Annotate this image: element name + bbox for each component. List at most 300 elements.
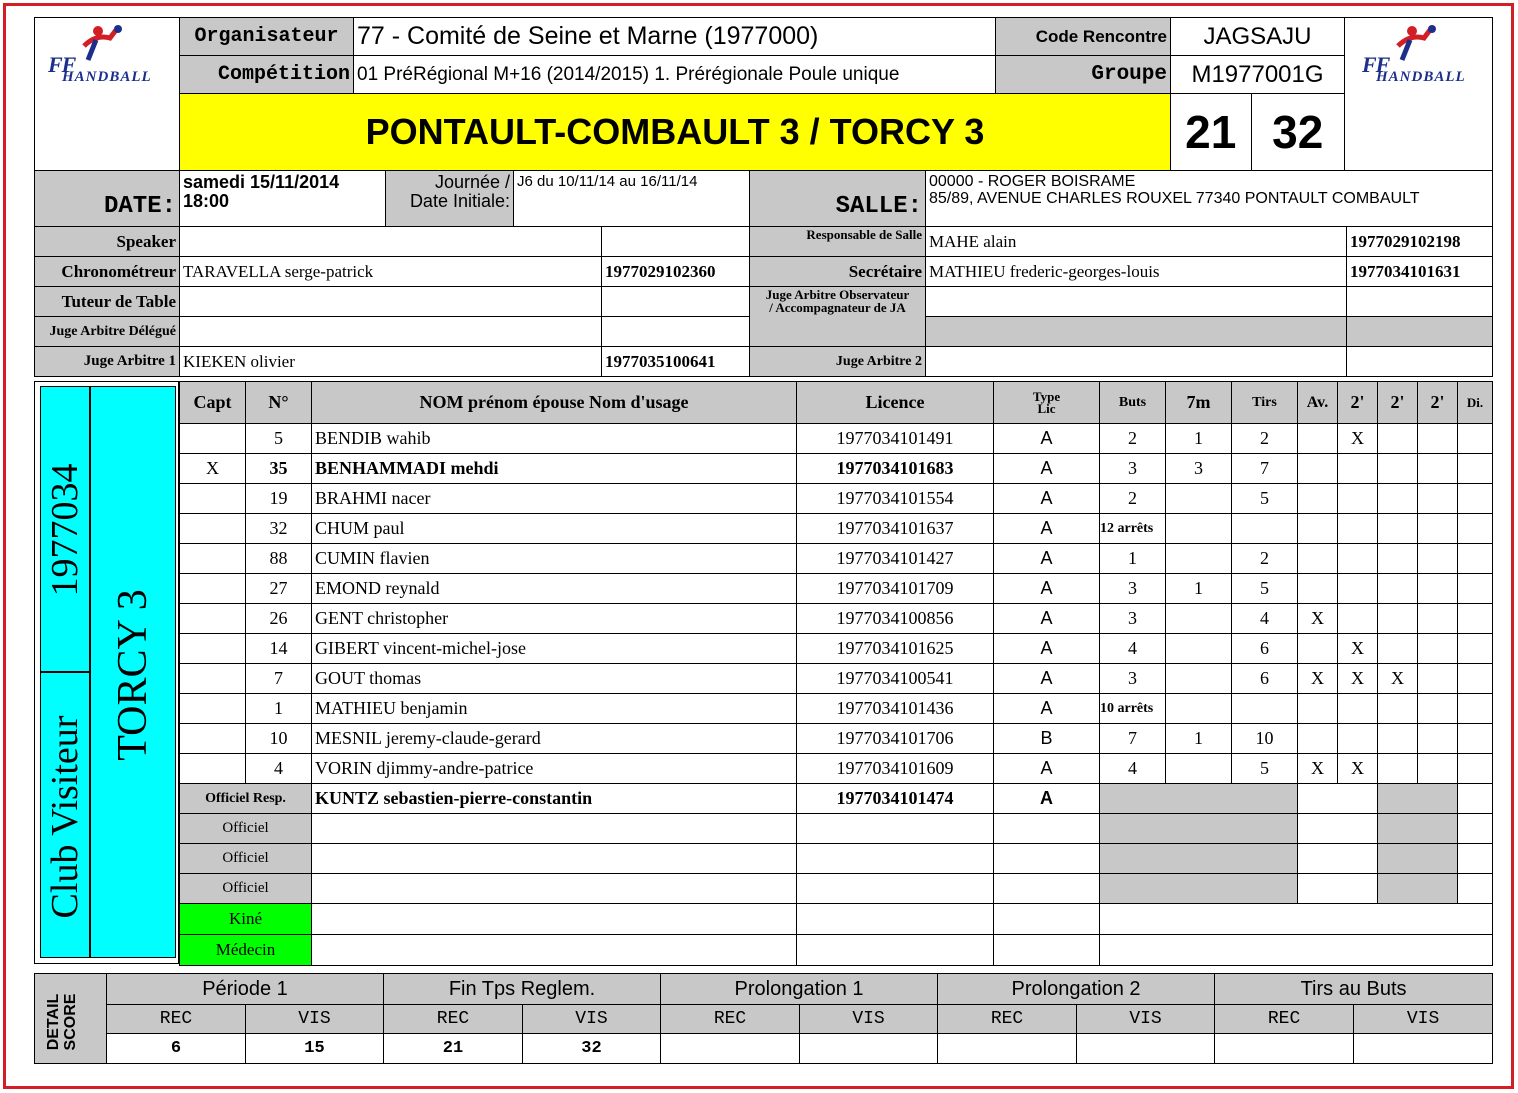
player-nom: BENHAMMADI mehdi bbox=[312, 454, 797, 484]
chrono-id: 1977029102360 bbox=[602, 257, 750, 287]
player-no: 4 bbox=[246, 754, 312, 784]
delegue-label: Juge Arbitre Délégué bbox=[35, 317, 180, 347]
player-nom: BENDIB wahib bbox=[312, 424, 797, 454]
player-no: 27 bbox=[246, 574, 312, 604]
player-type: A bbox=[994, 574, 1100, 604]
player-buts: 3 bbox=[1100, 604, 1166, 634]
player-no: 19 bbox=[246, 484, 312, 514]
medecin-name bbox=[312, 935, 797, 966]
observateur-extra bbox=[926, 317, 1347, 347]
col-capt: Capt bbox=[180, 382, 246, 424]
player-capt bbox=[180, 664, 246, 694]
player-capt bbox=[180, 424, 246, 454]
date-time: 18:00 bbox=[183, 191, 230, 211]
player-type: A bbox=[994, 634, 1100, 664]
period-vis-label: VIS bbox=[1077, 1005, 1215, 1034]
player-type: A bbox=[994, 514, 1100, 544]
player-tirs: 10 bbox=[1232, 724, 1298, 754]
period-vis-score bbox=[800, 1034, 938, 1064]
player-two1 bbox=[1338, 574, 1378, 604]
player-capt bbox=[180, 544, 246, 574]
info-table bbox=[34, 170, 1493, 227]
header-table bbox=[34, 17, 1493, 171]
player-nom: BRAHMI nacer bbox=[312, 484, 797, 514]
player-two3 bbox=[1418, 514, 1458, 544]
player-two1 bbox=[1338, 694, 1378, 724]
player-row bbox=[180, 454, 1493, 484]
player-av: X bbox=[1298, 604, 1338, 634]
player-licence: 1977034101709 bbox=[797, 574, 994, 604]
period-name: Fin Tps Reglem. bbox=[384, 974, 661, 1005]
team-officials-body bbox=[180, 784, 1493, 904]
delegue-name bbox=[180, 317, 602, 347]
period-rec-score: 21 bbox=[384, 1034, 523, 1064]
player-no: 1 bbox=[246, 694, 312, 724]
player-row bbox=[180, 664, 1493, 694]
player-two2 bbox=[1378, 604, 1418, 634]
date-label: DATE: bbox=[35, 171, 180, 227]
player-seven: 3 bbox=[1166, 454, 1232, 484]
player-no: 35 bbox=[246, 454, 312, 484]
official-type bbox=[994, 844, 1100, 874]
official-av-blank bbox=[1298, 874, 1378, 904]
player-di bbox=[1458, 424, 1493, 454]
player-type: A bbox=[994, 484, 1100, 514]
player-row bbox=[180, 724, 1493, 754]
player-buts: 3 bbox=[1100, 454, 1166, 484]
official-2min-blank bbox=[1378, 844, 1458, 874]
player-di bbox=[1458, 754, 1493, 784]
period-rec-score bbox=[938, 1034, 1077, 1064]
players-body bbox=[180, 424, 1493, 784]
player-nom: MATHIEU benjamin bbox=[312, 694, 797, 724]
player-type: A bbox=[994, 694, 1100, 724]
player-row bbox=[180, 634, 1493, 664]
player-nom: CUMIN flavien bbox=[312, 544, 797, 574]
player-di bbox=[1458, 574, 1493, 604]
player-type: A bbox=[994, 544, 1100, 574]
secretaire-id: 1977034101631 bbox=[1347, 257, 1493, 287]
player-two2 bbox=[1378, 424, 1418, 454]
official-type bbox=[994, 814, 1100, 844]
player-buts: 2 bbox=[1100, 484, 1166, 514]
period-rec-score: 6 bbox=[107, 1034, 246, 1064]
period-rec-label: REC bbox=[1215, 1005, 1354, 1034]
player-two3 bbox=[1418, 424, 1458, 454]
player-no: 14 bbox=[246, 634, 312, 664]
period-rec-label: REC bbox=[661, 1005, 800, 1034]
team-name: TORCY 3 bbox=[110, 589, 156, 761]
official-2min-blank bbox=[1378, 874, 1458, 904]
player-tirs bbox=[1232, 694, 1298, 724]
player-licence: 1977034101625 bbox=[797, 634, 994, 664]
period-vis-score: 32 bbox=[523, 1034, 661, 1064]
player-type: A bbox=[994, 604, 1100, 634]
period-vis-label: VIS bbox=[523, 1005, 661, 1034]
player-two1: X bbox=[1338, 754, 1378, 784]
player-nom: EMOND reynald bbox=[312, 574, 797, 604]
player-licence: 1977034101609 bbox=[797, 754, 994, 784]
player-buts: 4 bbox=[1100, 754, 1166, 784]
player-seven bbox=[1166, 694, 1232, 724]
player-seven bbox=[1166, 514, 1232, 544]
player-buts: 3 bbox=[1100, 574, 1166, 604]
player-av: X bbox=[1298, 754, 1338, 784]
player-seven: 1 bbox=[1166, 574, 1232, 604]
club-visiteur-label: Club Visiteur bbox=[44, 715, 86, 919]
salle-name: 00000 - ROGER BOISRAME bbox=[929, 173, 1136, 190]
player-tirs: 6 bbox=[1232, 664, 1298, 694]
salle-address: 85/89, AVENUE CHARLES ROUXEL 77340 PONTAULT COMBAULT bbox=[929, 190, 1420, 207]
medecin-type bbox=[994, 935, 1100, 966]
period-name: Période 1 bbox=[107, 974, 384, 1005]
secretaire-name: MATHIEU frederic-georges-louis bbox=[926, 257, 1347, 287]
col-licence: Licence bbox=[797, 382, 994, 424]
player-av bbox=[1298, 484, 1338, 514]
player-nom: MESNIL jeremy-claude-gerard bbox=[312, 724, 797, 754]
date-value bbox=[180, 171, 386, 227]
player-licence: 1977034101427 bbox=[797, 544, 994, 574]
groupe-value: M1977001G bbox=[1171, 56, 1345, 94]
period-vis-label: VIS bbox=[246, 1005, 384, 1034]
player-capt: X bbox=[180, 454, 246, 484]
col-tirs: Tirs bbox=[1232, 382, 1298, 424]
col-2min-1: 2' bbox=[1338, 382, 1378, 424]
period-name: Tirs au Buts bbox=[1215, 974, 1493, 1005]
club-id: 1977034 bbox=[44, 463, 86, 597]
kine-extra bbox=[1100, 904, 1493, 935]
player-nom: GENT christopher bbox=[312, 604, 797, 634]
player-two1 bbox=[1338, 604, 1378, 634]
period-rec-label: REC bbox=[938, 1005, 1077, 1034]
score-detail-label: DETAIL SCORE bbox=[35, 974, 107, 1064]
player-two3 bbox=[1418, 754, 1458, 784]
player-capt bbox=[180, 514, 246, 544]
player-seven bbox=[1166, 544, 1232, 574]
kine-type bbox=[994, 904, 1100, 935]
official-2min-blank bbox=[1378, 814, 1458, 844]
player-licence: 1977034101436 bbox=[797, 694, 994, 724]
player-di bbox=[1458, 724, 1493, 754]
player-two3 bbox=[1418, 574, 1458, 604]
player-capt bbox=[180, 694, 246, 724]
team-official-row bbox=[180, 814, 1493, 844]
period-vis-label: VIS bbox=[1354, 1005, 1493, 1034]
speaker-id bbox=[602, 227, 750, 257]
player-no: 32 bbox=[246, 514, 312, 544]
observateur-name bbox=[926, 287, 1347, 317]
resp-salle-id: 1977029102198 bbox=[1347, 227, 1493, 257]
player-row bbox=[180, 424, 1493, 454]
player-seven bbox=[1166, 484, 1232, 514]
player-di bbox=[1458, 694, 1493, 724]
player-no: 88 bbox=[246, 544, 312, 574]
observateur-label: Juge Arbitre Observateur / Accompagnateur de JA bbox=[750, 287, 926, 347]
period-vis-score: 15 bbox=[246, 1034, 384, 1064]
official-type bbox=[994, 874, 1100, 904]
player-row bbox=[180, 544, 1493, 574]
player-av bbox=[1298, 544, 1338, 574]
official-di-blank bbox=[1458, 784, 1493, 814]
player-licence: 1977034101491 bbox=[797, 424, 994, 454]
period-vis-label: VIS bbox=[800, 1005, 938, 1034]
player-buts: 4 bbox=[1100, 634, 1166, 664]
observateur-id bbox=[1347, 287, 1493, 317]
official-nom bbox=[312, 844, 797, 874]
secretaire-label: Secrétaire bbox=[750, 257, 926, 287]
official-av-blank bbox=[1298, 784, 1378, 814]
player-two1 bbox=[1338, 454, 1378, 484]
period-vis-score bbox=[1077, 1034, 1215, 1064]
match-title: PONTAULT-COMBAULT 3 / TORCY 3 bbox=[180, 94, 1171, 171]
player-tirs: 2 bbox=[1232, 544, 1298, 574]
player-licence: 1977034100541 bbox=[797, 664, 994, 694]
player-buts: 12 arrêts bbox=[1100, 514, 1166, 544]
staff-body bbox=[180, 904, 1493, 966]
player-row bbox=[180, 694, 1493, 724]
medecin-label: Médecin bbox=[180, 935, 312, 966]
player-type: B bbox=[994, 724, 1100, 754]
col-buts: Buts bbox=[1100, 382, 1166, 424]
organisateur-label: Organisateur bbox=[180, 18, 354, 56]
logo-handball: HANDBALL bbox=[62, 69, 152, 85]
player-no: 5 bbox=[246, 424, 312, 454]
official-licence: 1977034101474 bbox=[797, 784, 994, 814]
player-capt bbox=[180, 484, 246, 514]
player-two3 bbox=[1418, 544, 1458, 574]
player-two1 bbox=[1338, 724, 1378, 754]
player-two1 bbox=[1338, 514, 1378, 544]
col-7m: 7m bbox=[1166, 382, 1232, 424]
official-di-blank bbox=[1458, 814, 1493, 844]
player-seven: 1 bbox=[1166, 724, 1232, 754]
player-type: A bbox=[994, 424, 1100, 454]
player-av bbox=[1298, 634, 1338, 664]
player-capt bbox=[180, 754, 246, 784]
official-licence bbox=[797, 874, 994, 904]
player-two1: X bbox=[1338, 634, 1378, 664]
player-type: A bbox=[994, 454, 1100, 484]
player-two2 bbox=[1378, 754, 1418, 784]
chrono-label: Chronométreur bbox=[35, 257, 180, 287]
player-two2 bbox=[1378, 724, 1418, 754]
team-official-row bbox=[180, 844, 1493, 874]
tuteur-id bbox=[602, 287, 750, 317]
official-stats-blank bbox=[1100, 814, 1298, 844]
player-licence: 1977034101683 bbox=[797, 454, 994, 484]
kine-name bbox=[312, 904, 797, 935]
kine-label: Kiné bbox=[180, 904, 312, 935]
col-2min-3: 2' bbox=[1418, 382, 1458, 424]
period-vis-score bbox=[1354, 1034, 1493, 1064]
player-tirs: 5 bbox=[1232, 574, 1298, 604]
player-licence: 1977034101637 bbox=[797, 514, 994, 544]
player-nom: GOUT thomas bbox=[312, 664, 797, 694]
player-buts: 2 bbox=[1100, 424, 1166, 454]
player-licence: 1977034100856 bbox=[797, 604, 994, 634]
player-two2 bbox=[1378, 514, 1418, 544]
player-two3 bbox=[1418, 664, 1458, 694]
salle-value bbox=[926, 171, 1493, 227]
period-rec-score bbox=[661, 1034, 800, 1064]
official-role: Officiel bbox=[180, 844, 312, 874]
resp-salle-label: Responsable de Salle bbox=[750, 227, 926, 257]
score-detail-table bbox=[34, 973, 1493, 1064]
player-seven bbox=[1166, 634, 1232, 664]
resp-salle-name: MAHE alain bbox=[926, 227, 1347, 257]
player-tirs: 6 bbox=[1232, 634, 1298, 664]
player-tirs: 5 bbox=[1232, 484, 1298, 514]
period-name: Prolongation 2 bbox=[938, 974, 1215, 1005]
official-nom: KUNTZ sebastien-pierre-constantin bbox=[312, 784, 797, 814]
player-two2 bbox=[1378, 694, 1418, 724]
official-stats-blank bbox=[1100, 844, 1298, 874]
kine-licence bbox=[797, 904, 994, 935]
official-stats-blank bbox=[1100, 784, 1298, 814]
ja2-label: Juge Arbitre 2 bbox=[750, 347, 926, 377]
competition-label: Compétition bbox=[180, 56, 354, 94]
player-tirs: 2 bbox=[1232, 424, 1298, 454]
observateur-extra-id bbox=[1347, 317, 1493, 347]
player-seven bbox=[1166, 754, 1232, 784]
player-di bbox=[1458, 664, 1493, 694]
tuteur-name bbox=[180, 287, 602, 317]
code-rencontre-value: JAGSAJU bbox=[1171, 18, 1345, 56]
player-av: X bbox=[1298, 664, 1338, 694]
player-no: 26 bbox=[246, 604, 312, 634]
col-no: N° bbox=[246, 382, 312, 424]
player-di bbox=[1458, 544, 1493, 574]
speaker-label: Speaker bbox=[35, 227, 180, 257]
score-cell bbox=[1171, 94, 1345, 171]
player-two3 bbox=[1418, 604, 1458, 634]
player-buts: 7 bbox=[1100, 724, 1166, 754]
player-two3 bbox=[1418, 724, 1458, 754]
official-stats-blank bbox=[1100, 874, 1298, 904]
player-row bbox=[180, 754, 1493, 784]
player-licence: 1977034101554 bbox=[797, 484, 994, 514]
player-di bbox=[1458, 604, 1493, 634]
player-nom: GIBERT vincent-michel-jose bbox=[312, 634, 797, 664]
player-tirs: 4 bbox=[1232, 604, 1298, 634]
player-two1 bbox=[1338, 484, 1378, 514]
player-av bbox=[1298, 724, 1338, 754]
player-two2 bbox=[1378, 454, 1418, 484]
date-day: samedi 15/11/2014 bbox=[183, 172, 340, 192]
official-nom bbox=[312, 874, 797, 904]
official-type: A bbox=[994, 784, 1100, 814]
medecin-extra bbox=[1100, 935, 1493, 966]
speaker-name bbox=[180, 227, 602, 257]
player-two2: X bbox=[1378, 664, 1418, 694]
logo-ff: FF bbox=[1362, 52, 1390, 77]
col-di: Di. bbox=[1458, 382, 1493, 424]
player-av bbox=[1298, 454, 1338, 484]
official-role: Officiel bbox=[180, 874, 312, 904]
logo-ff: FF bbox=[48, 52, 76, 77]
official-av-blank bbox=[1298, 844, 1378, 874]
player-av bbox=[1298, 694, 1338, 724]
player-two1: X bbox=[1338, 424, 1378, 454]
official-av-blank bbox=[1298, 814, 1378, 844]
official-role: Officiel bbox=[180, 814, 312, 844]
player-two2 bbox=[1378, 574, 1418, 604]
code-rencontre-label: Code Rencontre bbox=[996, 18, 1171, 56]
player-nom: CHUM paul bbox=[312, 514, 797, 544]
delegue-id bbox=[602, 317, 750, 347]
player-two2 bbox=[1378, 634, 1418, 664]
player-di bbox=[1458, 484, 1493, 514]
score-away: 32 bbox=[1272, 106, 1324, 158]
player-buts: 10 arrêts bbox=[1100, 694, 1166, 724]
player-two3 bbox=[1418, 634, 1458, 664]
period-rec-score bbox=[1215, 1034, 1354, 1064]
period-rec-label: REC bbox=[384, 1005, 523, 1034]
player-licence: 1977034101706 bbox=[797, 724, 994, 754]
groupe-label: Groupe bbox=[996, 56, 1171, 94]
ja1-label: Juge Arbitre 1 bbox=[35, 347, 180, 377]
salle-label: SALLE: bbox=[750, 171, 926, 227]
journee-label: Journée / Date Initiale: bbox=[386, 171, 514, 227]
player-two2 bbox=[1378, 484, 1418, 514]
col-av: Av. bbox=[1298, 382, 1338, 424]
players-table bbox=[179, 381, 1493, 966]
tuteur-label: Tuteur de Table bbox=[35, 287, 180, 317]
player-capt bbox=[180, 574, 246, 604]
player-row bbox=[180, 574, 1493, 604]
player-type: A bbox=[994, 754, 1100, 784]
player-capt bbox=[180, 724, 246, 754]
ja1-id: 1977035100641 bbox=[602, 347, 750, 377]
journee-value: J6 du 10/11/14 au 16/11/14 bbox=[514, 171, 750, 227]
player-two2 bbox=[1378, 544, 1418, 574]
team-official-row bbox=[180, 874, 1493, 904]
player-buts: 3 bbox=[1100, 664, 1166, 694]
player-tirs bbox=[1232, 514, 1298, 544]
col-type: Type Lic bbox=[994, 382, 1100, 424]
player-nom: VORIN djimmy-andre-patrice bbox=[312, 754, 797, 784]
logo-cell-right bbox=[1345, 18, 1493, 171]
ja1-name: KIEKEN olivier bbox=[180, 347, 602, 377]
player-type: A bbox=[994, 664, 1100, 694]
player-av bbox=[1298, 514, 1338, 544]
medecin-licence bbox=[797, 935, 994, 966]
official-di-blank bbox=[1458, 874, 1493, 904]
player-capt bbox=[180, 634, 246, 664]
ja2-id bbox=[1347, 347, 1493, 377]
competition-value: 01 PréRégional M+16 (2014/2015) 1. Prérégionale Poule unique bbox=[354, 56, 996, 94]
official-role: Officiel Resp. bbox=[180, 784, 312, 814]
player-av bbox=[1298, 424, 1338, 454]
period-rec-label: REC bbox=[107, 1005, 246, 1034]
col-2min-2: 2' bbox=[1378, 382, 1418, 424]
player-di bbox=[1458, 634, 1493, 664]
player-tirs: 7 bbox=[1232, 454, 1298, 484]
ja2-name bbox=[926, 347, 1347, 377]
chrono-name: TARAVELLA serge-patrick bbox=[180, 257, 602, 287]
player-seven bbox=[1166, 664, 1232, 694]
official-licence bbox=[797, 814, 994, 844]
officials-table bbox=[34, 226, 1493, 377]
player-tirs: 5 bbox=[1232, 754, 1298, 784]
official-2min-blank bbox=[1378, 784, 1458, 814]
player-two3 bbox=[1418, 694, 1458, 724]
player-two1 bbox=[1338, 544, 1378, 574]
player-capt bbox=[180, 604, 246, 634]
player-two1: X bbox=[1338, 664, 1378, 694]
player-di bbox=[1458, 514, 1493, 544]
player-row bbox=[180, 604, 1493, 634]
